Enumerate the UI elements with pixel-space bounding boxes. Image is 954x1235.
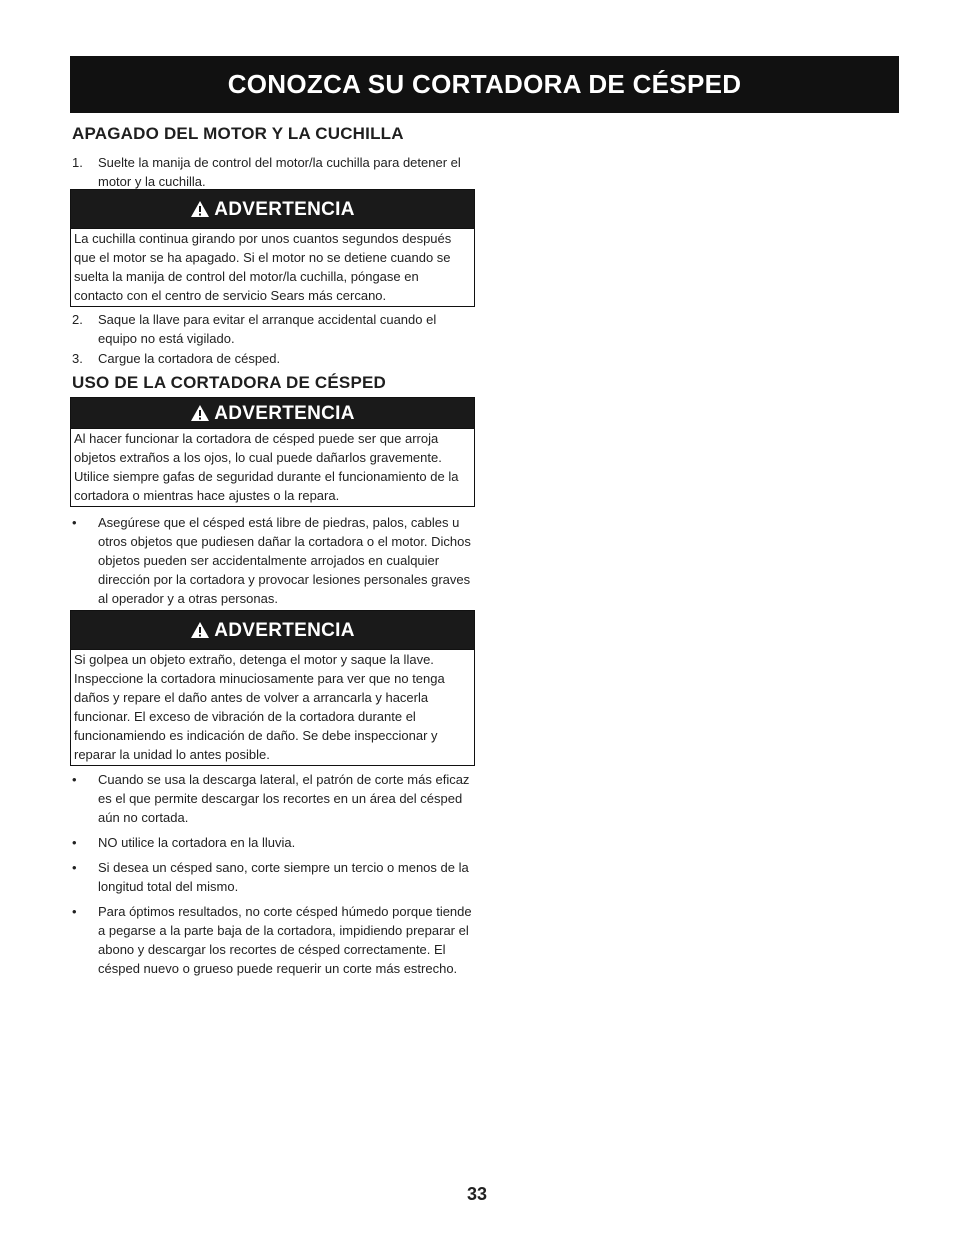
- bullet: •: [72, 904, 77, 919]
- warning-header: [71, 611, 474, 650]
- bullet: •: [72, 772, 77, 787]
- warning-label: ADVERTENCIA: [214, 402, 355, 424]
- warning-box: [70, 397, 475, 507]
- list-item: [72, 513, 477, 608]
- warning-text: La cuchilla continua girando por unos cuantos segundos después que el motor se ha apagado. Si el motor no se detiene cuando se suelta la manija de control del motor/la cuchilla, póngase en contacto con el centro de servicio Sears más cercano.: [74, 231, 452, 303]
- list-item: [72, 770, 477, 827]
- list-number: 2.: [72, 312, 83, 327]
- warning-triangle-icon: [190, 404, 210, 422]
- list-item-text: Para óptimos resultados, no corte césped húmedo porque tiende a pegarse a la parte baja de la cortadora, impidiendo preparar el abono y descargar los recortes de césped correctamente. El césped nuevo o grueso puede requerir un corte más estrecho.: [98, 904, 472, 976]
- list-item: [72, 833, 477, 852]
- section-heading-engine-stop: APAGADO DEL MOTOR Y LA CUCHILLA: [72, 124, 404, 143]
- list-item: [72, 858, 477, 896]
- list-number: 3.: [72, 351, 83, 366]
- list-item-text: Saque la llave para evitar el arranque accidental cuando el equipo no está vigilado.: [98, 312, 437, 346]
- list-item: [72, 902, 477, 978]
- list-item-text: Suelte la manija de control del motor/la cuchilla para detener el motor y la cuchilla.: [98, 155, 461, 189]
- list-item: [72, 153, 477, 191]
- list-item-text: Cuando se usa la descarga lateral, el patrón de corte más eficaz es el que permite descargar los recortes en un área del césped aún no cortada.: [98, 772, 470, 825]
- warning-triangle-icon: [190, 200, 210, 218]
- page-header-title: CONOZCA SU CORTADORA DE CÉSPED: [227, 69, 742, 99]
- warning-label: ADVERTENCIA: [214, 619, 355, 641]
- warning-text: Al hacer funcionar la cortadora de césped puede ser que arroja objetos extraños a los ojos, lo cual puede dañarlos gravemente. Utilice siempre gafas de seguridad durante el funcionamiento de la cortadora o mientras hace ajustes o la repara.: [74, 431, 459, 503]
- list-number: 1.: [72, 155, 83, 170]
- list-item: [72, 349, 477, 368]
- warning-header: [71, 398, 474, 429]
- warning-header: [71, 190, 474, 229]
- list-item: [72, 310, 477, 348]
- list-item-text: NO utilice la cortadora en la lluvia.: [98, 835, 296, 850]
- warning-label: ADVERTENCIA: [214, 198, 355, 220]
- bullet: •: [72, 515, 77, 530]
- bullet: •: [72, 835, 77, 850]
- page-header-banner: [70, 56, 899, 113]
- page-number: 33: [466, 1184, 488, 1204]
- warning-box: [70, 189, 475, 307]
- list-item-text: Asegúrese que el césped está libre de piedras, palos, cables u otros objetos que pudiesen dañar la cortadora o el motor. Dichos objetos pueden ser accidentalmente arrojados en cualquier dirección por la cortadora y provocar lesiones personales graves al operador y a otras personas.: [98, 515, 471, 606]
- section-heading-mower-use: USO DE LA CORTADORA DE CÉSPED: [72, 373, 387, 392]
- bullet: •: [72, 860, 77, 875]
- warning-triangle-icon: [190, 621, 210, 639]
- warning-box: [70, 610, 475, 766]
- list-item-text: Si desea un césped sano, corte siempre un tercio o menos de la longitud total del mismo.: [98, 860, 469, 894]
- warning-text: Si golpea un objeto extraño, detenga el motor y saque la llave. Inspeccione la cortadora minuciosamente para ver que no tenga daños y repare el daño antes de volver a arrancarla y hacerla funcionar. El exceso de vibración de la cortadora durante el funcionamiendo es indicación de daño. Se debe inspeccionar y reparar la unidad lo antes posible.: [74, 652, 445, 762]
- list-item-text: Cargue la cortadora de césped.: [98, 351, 281, 366]
